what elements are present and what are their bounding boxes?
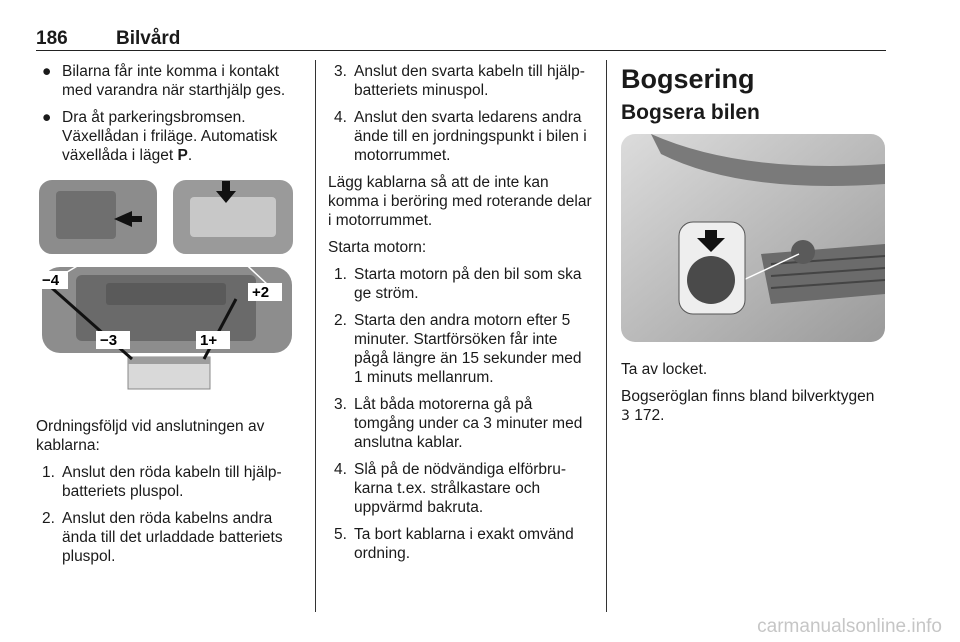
jump-start-illustration bbox=[36, 179, 298, 391]
start-step bbox=[328, 265, 592, 303]
column-2 bbox=[328, 62, 592, 571]
caution-text: Lägg kablarna så att de inte kan komma i beröring med roterande delar i motorrummet. bbox=[328, 174, 592, 229]
step-number: 2. bbox=[334, 312, 347, 329]
step-number: 4. bbox=[334, 109, 347, 126]
step-text: Anslut den röda kabelns andra ända till det urladdade batteriets pluspol. bbox=[62, 510, 283, 565]
page-ref: 172. bbox=[629, 407, 665, 424]
towing-cover-illustration bbox=[621, 134, 885, 342]
start-step bbox=[328, 460, 592, 517]
column-1 bbox=[36, 62, 298, 574]
gear-p-label: P bbox=[177, 147, 188, 164]
step-number: 1. bbox=[42, 464, 55, 481]
label-plus-2: +2 bbox=[252, 284, 270, 301]
start-step bbox=[328, 525, 592, 563]
watermark: carmanualsonline.info bbox=[757, 616, 942, 637]
helper-battery-top bbox=[128, 357, 210, 364]
start-step bbox=[328, 395, 592, 452]
caption-towing-eye bbox=[621, 387, 887, 426]
column-3 bbox=[621, 62, 887, 434]
bullet-dot: ● bbox=[42, 109, 52, 126]
cover-detail bbox=[687, 256, 735, 304]
label-minus-4: −4 bbox=[42, 272, 60, 289]
bullet-suffix: . bbox=[187, 147, 193, 164]
label-plus-1: 1+ bbox=[200, 332, 218, 349]
page-number: 186 bbox=[36, 28, 68, 49]
step-number: 4. bbox=[334, 461, 347, 478]
step-text: Anslut den svarta kabeln till hjälp-batteriets minuspol. bbox=[354, 63, 585, 99]
inset-right-battery bbox=[190, 197, 276, 237]
step-text: Anslut den röda kabeln till hjälp-batteriets pluspol. bbox=[62, 464, 282, 500]
chapter-title: Bilvård bbox=[116, 28, 181, 49]
step-number: 1. bbox=[334, 266, 347, 283]
label-minus-3: −3 bbox=[100, 332, 118, 349]
order-step bbox=[36, 463, 298, 501]
step-number: 2. bbox=[42, 510, 55, 527]
caption-text: Bogseröglan finns bland bilverktygen bbox=[621, 388, 875, 405]
order-step bbox=[328, 62, 592, 100]
order-intro: Ordningsföljd vid anslutningen av kablarna: bbox=[36, 418, 265, 454]
bullet-item bbox=[36, 62, 298, 100]
header-rule bbox=[36, 50, 886, 51]
step-text: Låt båda motorerna gå på tomgång under ca 3 minuter med anslutna kablar. bbox=[354, 396, 583, 451]
subsection-title: Bogsera bilen bbox=[621, 101, 760, 124]
start-intro: Starta motorn: bbox=[328, 239, 427, 256]
bullet-text: Dra åt parkeringsbromsen. Växellådan i friläge. Automatisk växellåda i läget bbox=[62, 109, 278, 164]
step-text: Anslut den svarta ledarens andra ände till en jordningspunkt i bilen i motorrummet. bbox=[354, 109, 587, 164]
bullet-item bbox=[36, 108, 298, 165]
step-text: Starta motorn på den bil som ska ge ström. bbox=[354, 266, 582, 302]
column-divider-2 bbox=[606, 60, 607, 612]
towing-cover bbox=[791, 240, 815, 264]
grille bbox=[761, 244, 885, 304]
start-step bbox=[328, 311, 592, 387]
step-text: Starta den andra motorn efter 5 minuter. Startförsöken får inte pågå längre än 15 sekunder med 1 minuts mellanrum. bbox=[354, 312, 582, 386]
step-text: Slå på de nödvändiga elförbru-karna t.ex. strålkastare och uppvärmd bakruta. bbox=[354, 461, 566, 516]
inset-left-part bbox=[56, 191, 116, 239]
bullet-dot: ● bbox=[42, 63, 52, 80]
step-number: 3. bbox=[334, 63, 347, 80]
step-number: 3. bbox=[334, 396, 347, 413]
column-divider-1 bbox=[315, 60, 316, 612]
bullet-text: Bilarna får inte komma i kontakt med varandra när starthjälp ges. bbox=[62, 63, 286, 99]
section-title: Bogsering bbox=[621, 64, 755, 94]
caption-remove-cover: Ta av locket. bbox=[621, 361, 708, 378]
engine-cover bbox=[106, 283, 226, 305]
order-step bbox=[328, 108, 592, 165]
page-header bbox=[36, 24, 886, 50]
step-number: 5. bbox=[334, 526, 347, 543]
order-step bbox=[36, 509, 298, 566]
page-ref-icon: 3 bbox=[621, 408, 630, 424]
step-text: Ta bort kablarna i exakt omvänd ordning. bbox=[354, 526, 574, 562]
